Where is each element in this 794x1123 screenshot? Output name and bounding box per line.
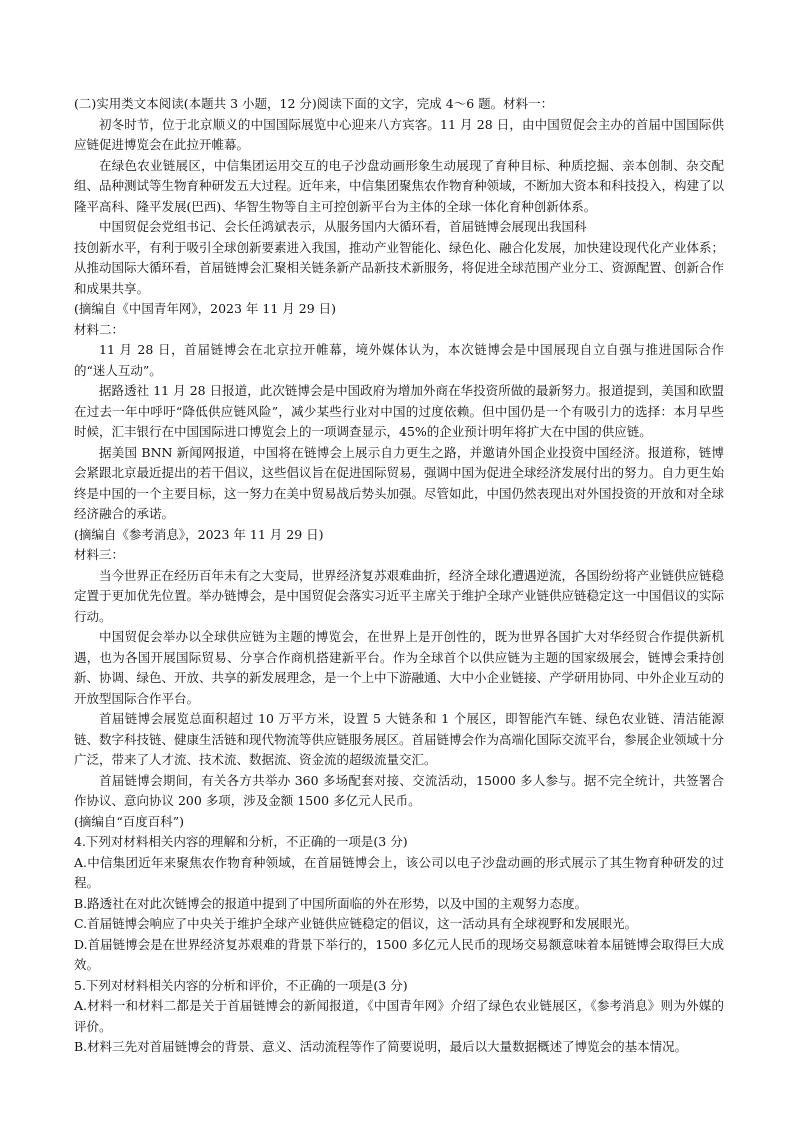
material3-source: (摘编自“百度百科”) (74, 813, 185, 829)
material2-label: 材料二： (74, 321, 125, 337)
material2-paragraph: 11 月 28 日，首届链博会在北京拉开帷幕，境外媒体认为，本次链博会是中国展现自立自强与推进国际合作的“迷人互动”。 (74, 342, 724, 378)
material1-paragraph: 初冬时节，位于北京顺义的中国国际展览中心迎来八方宾客。11 月 28 日，由中国贸促会主办的首届中国国际供应链促进博览会在此拉开帷幕。 (74, 116, 724, 152)
material1-source: (摘编自《中国青年网》，2023 年 11 月 29 日) (74, 301, 336, 316)
material2-source: (摘编自《参考消息》，2023 年 11 月 29 日) (74, 526, 324, 542)
question-4-stem: 4.下列对材料相关内容的理解和分析，不正确的一项是(3 分) (74, 834, 408, 849)
material3-paragraph: 首届链博会展览总面积超过 10 万平方米，设置 5 大链条和 1 个展区，即智能汽车链、绿色农业链、清洁能源链、数字科技链、健康生活链和现代物流等供应链服务展区。首届链博会作为高端化国际交流平台，参展企业领域十分广泛，带来了人才流、技术流、数据流、资金流的超级流量交汇。 (74, 711, 725, 767)
question-5-option-b: B.材料三先对首届链博会的背景、意义、活动流程等作了简要说明，最后以大量数据概述了博览会的基本情况。 (74, 1039, 688, 1054)
material1-paragraph: 中国贸促会党组书记、会长任鸿斌表示，从服务国内大循环看，首届链博会展现出我国科 (99, 219, 587, 234)
exam-page (74, 94, 724, 1058)
material1-paragraph: 在绿色农业链展区，中信集团运用交互的电子沙盘动画形象生动展现了育种目标、种质挖掘、亲本创制、杂交配组、品种测试等生物育种研发五大过程。近年来，中信集团聚焦农作物育种领域，不断加大资本和科技投入，构建了以隆平高科、隆平发展(巴西)、华智生物等自主可控创新平台为主体的全球一体化育种创新体系。 (74, 157, 725, 214)
question-4-option-c: C.首届链博会响应了中央关于维护全球产业链供应链稳定的倡议，这一活动具有全球视野和发展眼光。 (74, 916, 638, 931)
material3-paragraph: 首届链博会期间，有关各方共举办 360 多场配套对接、交流活动，15000 多人参与。据不完全统计，共签署合作协议、意向协议 200 多项，涉及金额 1500 多亿元人民币。 (74, 772, 724, 808)
material2-paragraph: 据美国 BNN 新闻网报道，中国将在链博会上展示自力更生之路，并邀请外国企业投资中国经济。报道称，链博会紧跟北京最近提出的若干倡议，这些倡议旨在促进国际贸易，强调中国为促进全球经济发展付出的努力。自力更生始终是中国的一个主要目标，这一努力在美中贸易战后势头加强。尽管如此，中国仍然表现出对外国投资的开放和对全球经济融合的承诺。 (74, 444, 725, 521)
question-5-stem: 5.下列对材料相关内容的分析和评价，不正确的一项是(3 分) (74, 977, 408, 993)
material1-paragraph: 技创新水平，有利于吸引全球创新要素进入我国，推动产业智能化、绿色化、融合化发展，加快建设现代化产业体系；从推动国际大循环看，首届链博会汇聚相关链条新产品新技术新服务，将促进全球范围产业分工、资源配置、创新合作和成果共享。 (74, 239, 725, 296)
material2-paragraph: 据路透社 11 月 28 日报道，此次链博会是中国政府为增加外商在华投资所做的最新努力。报道提到，美国和欧盟在过去一年中呼吁“降低供应链风险”，减少某些行业对中国的过度依赖。但中国仍是一个有吸引力的选择：本月早些时候，汇丰银行在中国国际进口博览会上的一项调查显示，45%的企业预计明年将扩大在中国的供应链。 (74, 383, 724, 439)
material3-paragraph: 当今世界正在经历百年未有之大变局，世界经济复苏艰难曲折，经济全球化遭遇逆流，各国纷纷将产业链供应链稳定置于更加优先位置。举办链博会，是中国贸促会落实习近平主席关于维护全球产业链供应链稳定这一中国倡议的实际行动。 (74, 567, 725, 624)
question-4-option-a: A.中信集团近年来聚焦农作物育种领域，在首届链博会上，该公司以电子沙盘动画的形式展示了其生物育种研发的过程。 (74, 854, 724, 890)
question-4-option-d: D.首届链博会是在世界经济复苏艰难的背景下举行的，1500 多亿元人民币的现场交易额意味着本届链博会取得巨大成效。 (74, 936, 724, 972)
section-intro: (二)实用类文本阅读(本题共 3 小题，12 分)阅读下面的文字，完成 4～6 题。材料一： (74, 96, 554, 111)
question-5-option-a: A.材料一和材料二都是关于首届链博会的新闻报道，《中国青年网》介绍了绿色农业链展区，《参考消息》则为外媒的评价。 (74, 998, 724, 1034)
material3-paragraph: 中国贸促会举办以全球供应链为主题的博览会，在世界上是开创性的，既为世界各国扩大对华经贸合作提供新机遇，也为各国开展国际贸易、分享合作商机搭建新平台。作为全球首个以供应链为主题的国家级展会，链博会秉持创新、协调、绿色、开放、共享的新发展理念，是一个上中下游融通、大中小企业链接、产学研用协同、中外企业互动的开放型国际合作平台。 (74, 629, 725, 706)
question-4-option-b: B.路透社在对此次链博会的报道中提到了中国所面临的外在形势，以及中国的主观努力态度。 (74, 895, 588, 911)
material3-label: 材料三： (74, 547, 125, 562)
